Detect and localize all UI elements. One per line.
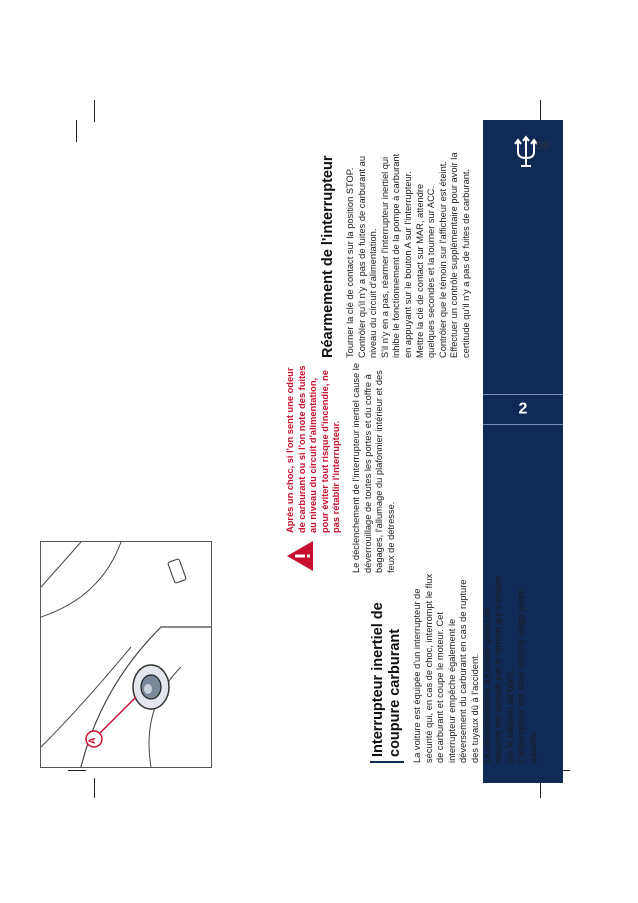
middle-column [285, 358, 397, 573]
paragraph: Le déclenchement de l'interrupteur inertiel cause le déverrouillage de toutes les portes et du coffre à bagages, l'allumage du plafonnier intérieur et des feux de détresse. [350, 362, 396, 573]
chapter-number-text: 2 [518, 400, 528, 418]
paragraph: La voiture est équipée d'un interrupteur de sécurité qui, en cas de choc, interrompt le flux de carburant et coupe le moteur. Cet interrupteur empêche également le déversement du carburant en cas de rupture des tuyaux dû à l'accident. [412, 573, 480, 763]
section-title: Interrupteur inertiel de coupure carburant [370, 573, 404, 763]
instruction-line: Contrôler que le témoin sur l'afficheur est éteint. Effectuer un contrôle supplémentaire pour avoir la certitude qu'il n'y a pas de fuites de carburant. [437, 152, 471, 358]
paragraph: Le déclenchement de l'interrupteur de sécurité est signalé par le témoin qui s'éclaire sur le tableau de bord. [481, 575, 515, 763]
switch-drawing [41, 542, 211, 767]
warning-box [285, 358, 343, 573]
switch-illustration [40, 541, 212, 768]
paragraph: L'interrupteur est situé sous le siège avant gauche. [516, 589, 538, 763]
instruction-line: Tourner la clé de contact sur la position STOP. [345, 167, 355, 358]
section-title: Réarmement de l'interrupteur [320, 155, 336, 358]
left-column [370, 573, 540, 763]
page-number-text: 53 [535, 140, 549, 153]
warning-text: Après un choc, si l'on sent une odeur de carburant ou si l'on note des fuites au niveau du circuit d'alimentation, pour éviter tout risque d'incendie, ne pas rétablir l'interrupteur. [285, 365, 342, 533]
instruction-line: Mettre la clé de contact sur MAR, attendre quelques secondes et la tourner sur ACC. [414, 183, 437, 358]
instruction-line: S'il n'y en a pas, réarmer l'interrupteur inertiel qui inhibe le fonctionnement de la pompe à carburant en appuyant sur le bouton A sur l'interrupteur. [379, 153, 413, 358]
figure-label-a: A [87, 737, 97, 744]
right-column [320, 148, 473, 358]
warning-triangle-icon [285, 539, 315, 573]
instruction-line: Contrôler qu'il n'y a pas de fuites de carburant au niveau du circuit d'alimentation. [356, 155, 379, 358]
